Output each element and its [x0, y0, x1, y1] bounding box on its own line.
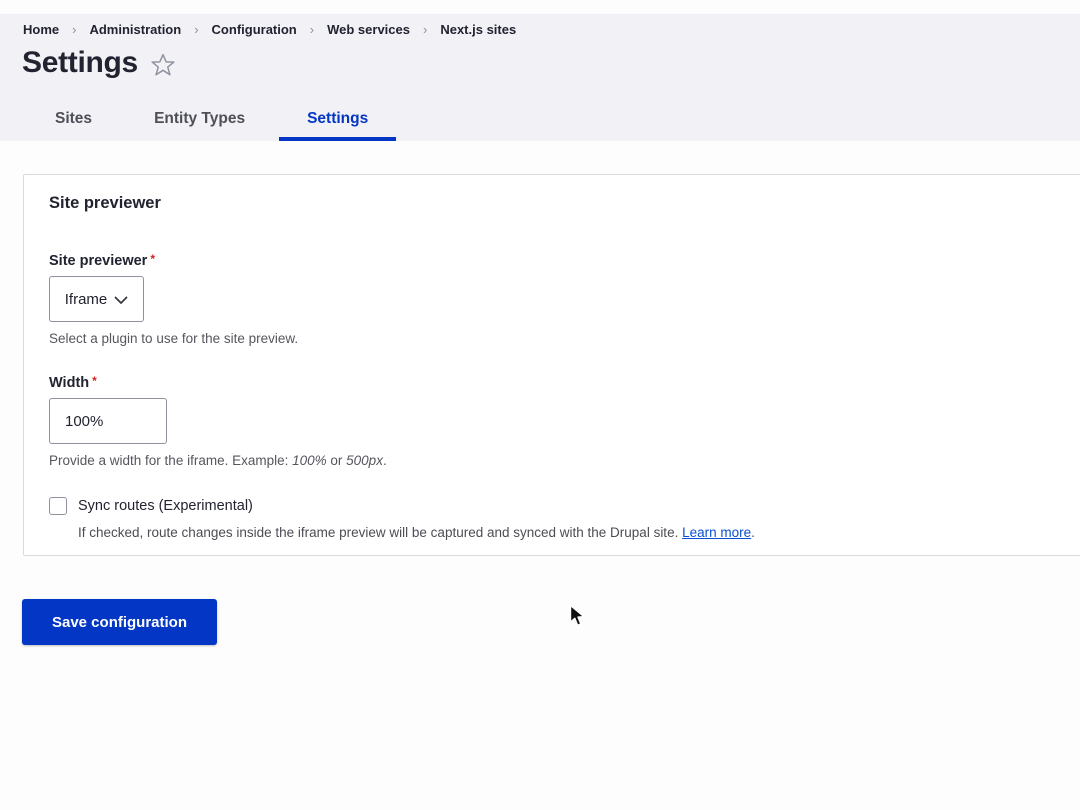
- breadcrumb-configuration[interactable]: Configuration: [211, 22, 297, 37]
- width-help-end: .: [382, 453, 387, 468]
- sync-routes-help-end: .: [751, 525, 755, 540]
- star-icon[interactable]: [150, 52, 176, 78]
- page-title: Settings: [22, 46, 138, 79]
- width-label: [49, 374, 1066, 391]
- breadcrumb-separator: ›: [72, 22, 77, 37]
- tab-entity-types[interactable]: Entity Types: [154, 110, 246, 127]
- required-marker: *: [92, 374, 97, 388]
- breadcrumb-administration[interactable]: Administration: [89, 22, 182, 37]
- site-previewer-help: Select a plugin to use for the site preview.: [49, 331, 299, 346]
- sync-routes-help-text: If checked, route changes inside the iframe preview will be captured and synced with the Drupal site.: [78, 525, 683, 540]
- width-help-example2: 500px: [346, 453, 383, 468]
- width-input[interactable]: [49, 398, 167, 444]
- site-previewer-selected-value: Iframe: [64, 290, 108, 308]
- breadcrumb-web-services[interactable]: Web services: [327, 22, 410, 37]
- save-configuration-button[interactable]: Save configuration: [22, 599, 217, 645]
- site-previewer-select[interactable]: [49, 276, 144, 322]
- width-help-example1: 100%: [292, 453, 327, 468]
- width-label-text: Width: [49, 375, 90, 391]
- tab-bar: [24, 97, 399, 141]
- tab-sites[interactable]: Sites: [55, 110, 93, 127]
- site-previewer-label: [49, 252, 1066, 269]
- section-title: Site previewer: [49, 194, 161, 212]
- breadcrumb-separator: ›: [309, 22, 315, 37]
- width-help: [49, 453, 1066, 468]
- sync-routes-help: [78, 525, 1066, 540]
- mouse-cursor: [568, 604, 586, 633]
- page-header: [0, 14, 1080, 141]
- breadcrumb-separator: ›: [422, 22, 428, 37]
- learn-more-link[interactable]: Learn more: [682, 525, 752, 540]
- sync-routes-checkbox[interactable]: [49, 497, 67, 515]
- breadcrumb-separator: ›: [194, 22, 199, 37]
- width-help-prefix: Provide a width for the iframe. Example:: [49, 453, 293, 468]
- chevron-down-icon: [114, 296, 128, 305]
- sync-routes-label[interactable]: Sync routes (Experimental): [78, 498, 253, 514]
- breadcrumb: [23, 22, 516, 37]
- required-marker: *: [150, 252, 155, 266]
- breadcrumb-home[interactable]: Home: [23, 22, 60, 37]
- site-previewer-label-text: Site previewer: [49, 253, 148, 269]
- breadcrumb-nextjs-sites[interactable]: Next.js sites: [440, 22, 517, 37]
- width-help-or: or: [326, 453, 347, 468]
- tab-settings[interactable]: Settings: [276, 97, 399, 141]
- settings-form-card: [23, 174, 1080, 556]
